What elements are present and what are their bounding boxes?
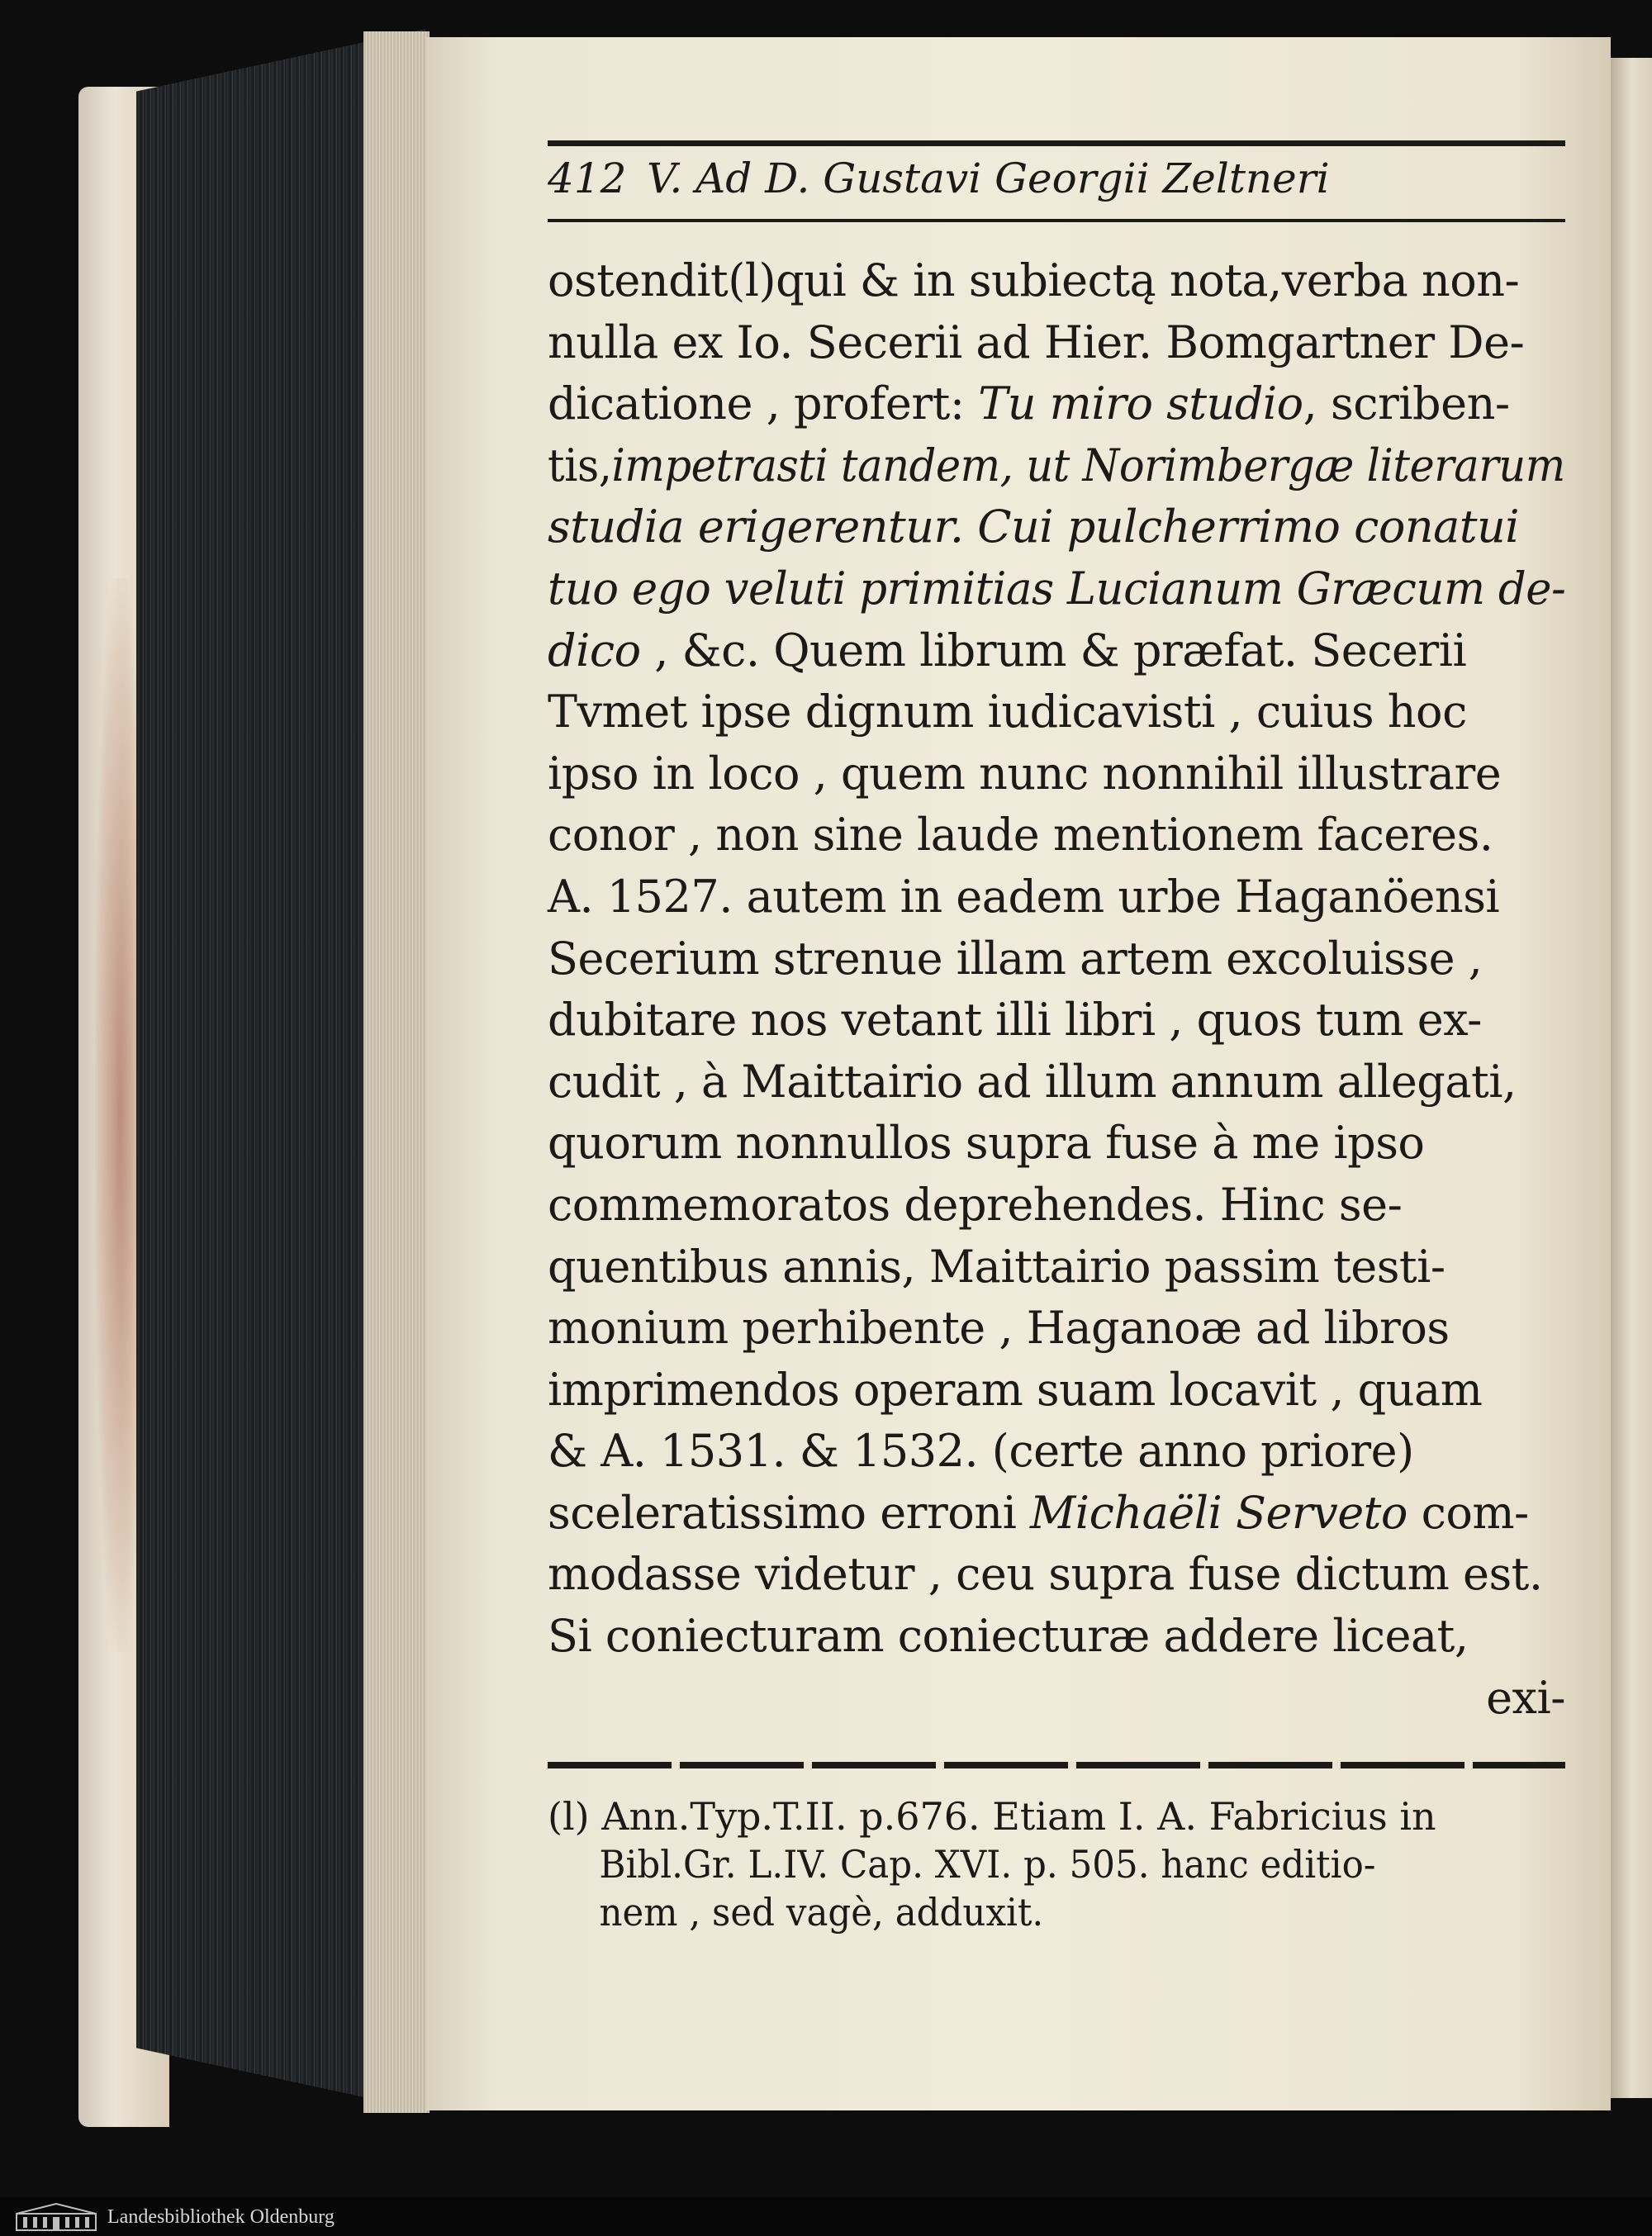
text-segment: Tvmet ipse dignum iudicavisti , cuius hoc <box>548 686 1467 738</box>
text-line <box>548 1175 1565 1237</box>
text-segment: , scriben- <box>1303 377 1510 430</box>
text-segment: , &c. Quem librum & præfat. Secerii <box>640 624 1467 676</box>
header-top-rule <box>548 140 1565 146</box>
text-segment: Secerium strenue illam artem excoluisse , <box>548 932 1483 985</box>
footnote-line: (l) Ann.Typ.T.II. p.676. Etiam I. A. Fabricius in <box>548 1794 1436 1839</box>
text-segment: conor , non sine laude mentionem faceres. <box>548 809 1493 862</box>
text-segment: studia erigerentur. Cui pulcherrimo conatui <box>548 501 1520 553</box>
text-segment: modasse videtur , ceu supra fuse dictum est. <box>548 1548 1543 1601</box>
text-segment: Michaëli Serveto <box>1030 1486 1408 1539</box>
text-line <box>548 1052 1565 1113</box>
footer-label: Landesbibliothek Oldenburg <box>107 2206 335 2228</box>
text-segment: tis, <box>548 439 612 491</box>
text-line <box>548 1237 1565 1298</box>
text-line <box>548 1360 1565 1422</box>
running-title: V. Ad D. Gustavi Georgii Zeltneri <box>647 154 1330 202</box>
text-line <box>548 620 1565 682</box>
text-segment: dicatione , profert: <box>548 377 979 430</box>
text-line <box>548 435 1565 497</box>
page-content <box>548 140 1565 1729</box>
text-segment: imprimendos operam suam locavit , quam <box>548 1363 1483 1416</box>
text-segment: ipso in loco , quem nunc nonnihil illustrare <box>548 747 1502 800</box>
text-line <box>548 681 1565 743</box>
text-line <box>548 312 1565 374</box>
footnote-separator-rule <box>548 1762 1565 1768</box>
text-segment: Tu miro studio <box>978 377 1303 430</box>
text-segment: sceleratissimo erroni <box>548 1486 1031 1539</box>
header-bottom-rule <box>548 219 1565 222</box>
text-segment: monium perhibente , Haganoæ ad libros <box>548 1302 1450 1355</box>
footer-bar <box>0 2197 1652 2236</box>
text-segment: & A. 1531. & 1532. (certe anno priore) <box>548 1425 1414 1478</box>
text-line <box>548 928 1565 990</box>
text-segment: ostendit(l)qui & in subiectą nota,verba non- <box>548 254 1520 306</box>
text-line <box>548 558 1566 620</box>
text-segment: dubitare nos vetant illi libri , quos tum ex- <box>548 994 1482 1047</box>
text-line <box>548 1298 1565 1360</box>
footnote-line: nem , sed vagè, adduxit. <box>599 1890 1044 1935</box>
facing-page-edge <box>1611 58 1652 2098</box>
text-line <box>548 743 1565 805</box>
library-building-icon <box>15 2202 97 2232</box>
text-line <box>548 1544 1565 1606</box>
text-line <box>548 1113 1565 1175</box>
text-segment: dico <box>548 624 641 676</box>
text-segment: A. 1527. autem in eadem urbe Haganöensi <box>548 870 1500 923</box>
body-text <box>548 250 1565 1668</box>
text-line <box>548 250 1565 312</box>
catchword: exi- <box>1486 1671 1565 1724</box>
text-segment: tuo ego veluti primitias Lucianum Græcum de- <box>548 562 1566 615</box>
text-segment: nulla ex Io. Secerii ad Hier. Bomgartner De- <box>548 316 1525 368</box>
text-line <box>548 496 1565 558</box>
text-line <box>548 805 1565 866</box>
page-stack <box>363 31 430 2113</box>
text-line <box>548 1483 1565 1545</box>
text-line <box>548 866 1565 928</box>
running-head <box>548 146 1565 221</box>
text-segment: com- <box>1407 1486 1529 1539</box>
text-segment: cudit , à Maittairio ad illum annum allegati, <box>548 1055 1517 1108</box>
text-line <box>548 373 1565 435</box>
footnote-line: Bibl.Gr. L.IV. Cap. XVI. p. 505. hanc editio- <box>599 1842 1376 1887</box>
text-line <box>548 1606 1565 1668</box>
text-line <box>548 1421 1565 1483</box>
text-segment: Si coniecturam coniecturæ addere liceat, <box>548 1610 1469 1663</box>
page-number: 412 <box>548 154 627 202</box>
footnote <box>548 1792 1565 1936</box>
text-segment: impetrasti tandem, ut Norimbergæ literarum <box>611 439 1565 491</box>
text-segment: quorum nonnullos supra fuse à me ipso <box>548 1117 1425 1170</box>
text-segment: commemoratos deprehendes. Hinc se- <box>548 1178 1403 1231</box>
text-line <box>548 990 1565 1052</box>
text-segment: quentibus annis, Maittairio passim testi- <box>548 1240 1446 1293</box>
